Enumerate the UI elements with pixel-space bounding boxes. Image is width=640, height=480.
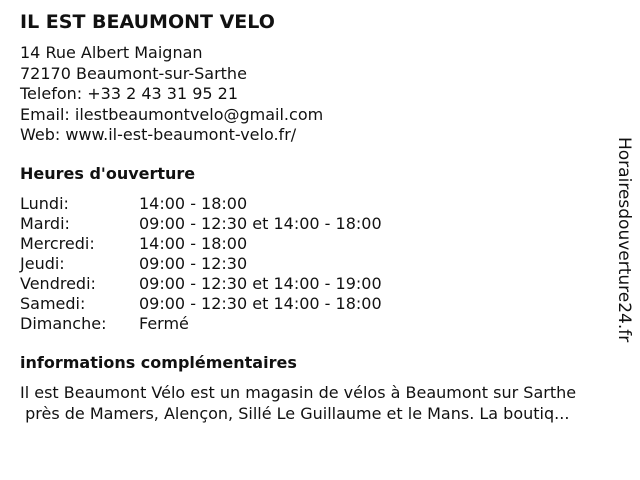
- time-value: 09:00 - 12:30: [139, 254, 248, 273]
- info-heading: informations complémentaires: [20, 353, 297, 372]
- info-line-1: Il est Beaumont Vélo est un magasin de vélos à Beaumont sur Sarthe: [20, 383, 577, 402]
- web-line: Web: www.il-est-beaumont-velo.fr/: [20, 125, 297, 144]
- time-value: 09:00 - 12:30 et 14:00 - 18:00: [139, 294, 382, 313]
- info-description: [20, 382, 628, 424]
- day-label: Vendredi:: [20, 274, 96, 293]
- watermark: [612, 137, 636, 347]
- business-name: IL EST BEAUMONT VELO: [20, 11, 275, 33]
- time-value: 09:00 - 12:30 et 14:00 - 18:00: [139, 214, 382, 233]
- time-value: 14:00 - 18:00: [139, 194, 248, 213]
- day-label: Jeudi:: [20, 254, 65, 273]
- day-label: Dimanche:: [20, 314, 107, 333]
- time-value: Fermé: [139, 314, 189, 333]
- day-label: Lundi:: [20, 194, 69, 213]
- address-street: 14 Rue Albert Maignan: [20, 43, 203, 62]
- time-value: 09:00 - 12:30 et 14:00 - 19:00: [139, 274, 382, 293]
- info-line-2: près de Mamers, Alençon, Sillé Le Guillaume et le Mans. La boutiq...: [20, 404, 570, 423]
- email-line: Email: ilestbeaumontvelo@gmail.com: [20, 104, 324, 124]
- hours-heading: Heures d'ouverture: [20, 164, 196, 183]
- day-label: Mardi:: [20, 214, 70, 233]
- address-city: 72170 Beaumont-sur-Sarthe: [20, 63, 247, 83]
- watermark-text: Horairesdouverture24.fr: [614, 137, 634, 343]
- day-label: Samedi:: [20, 294, 86, 313]
- phone-line: Telefon: +33 2 43 31 95 21: [20, 84, 239, 103]
- time-value: 14:00 - 18:00: [139, 234, 248, 253]
- day-label: Mercredi:: [20, 234, 95, 253]
- contact-block: [20, 43, 323, 146]
